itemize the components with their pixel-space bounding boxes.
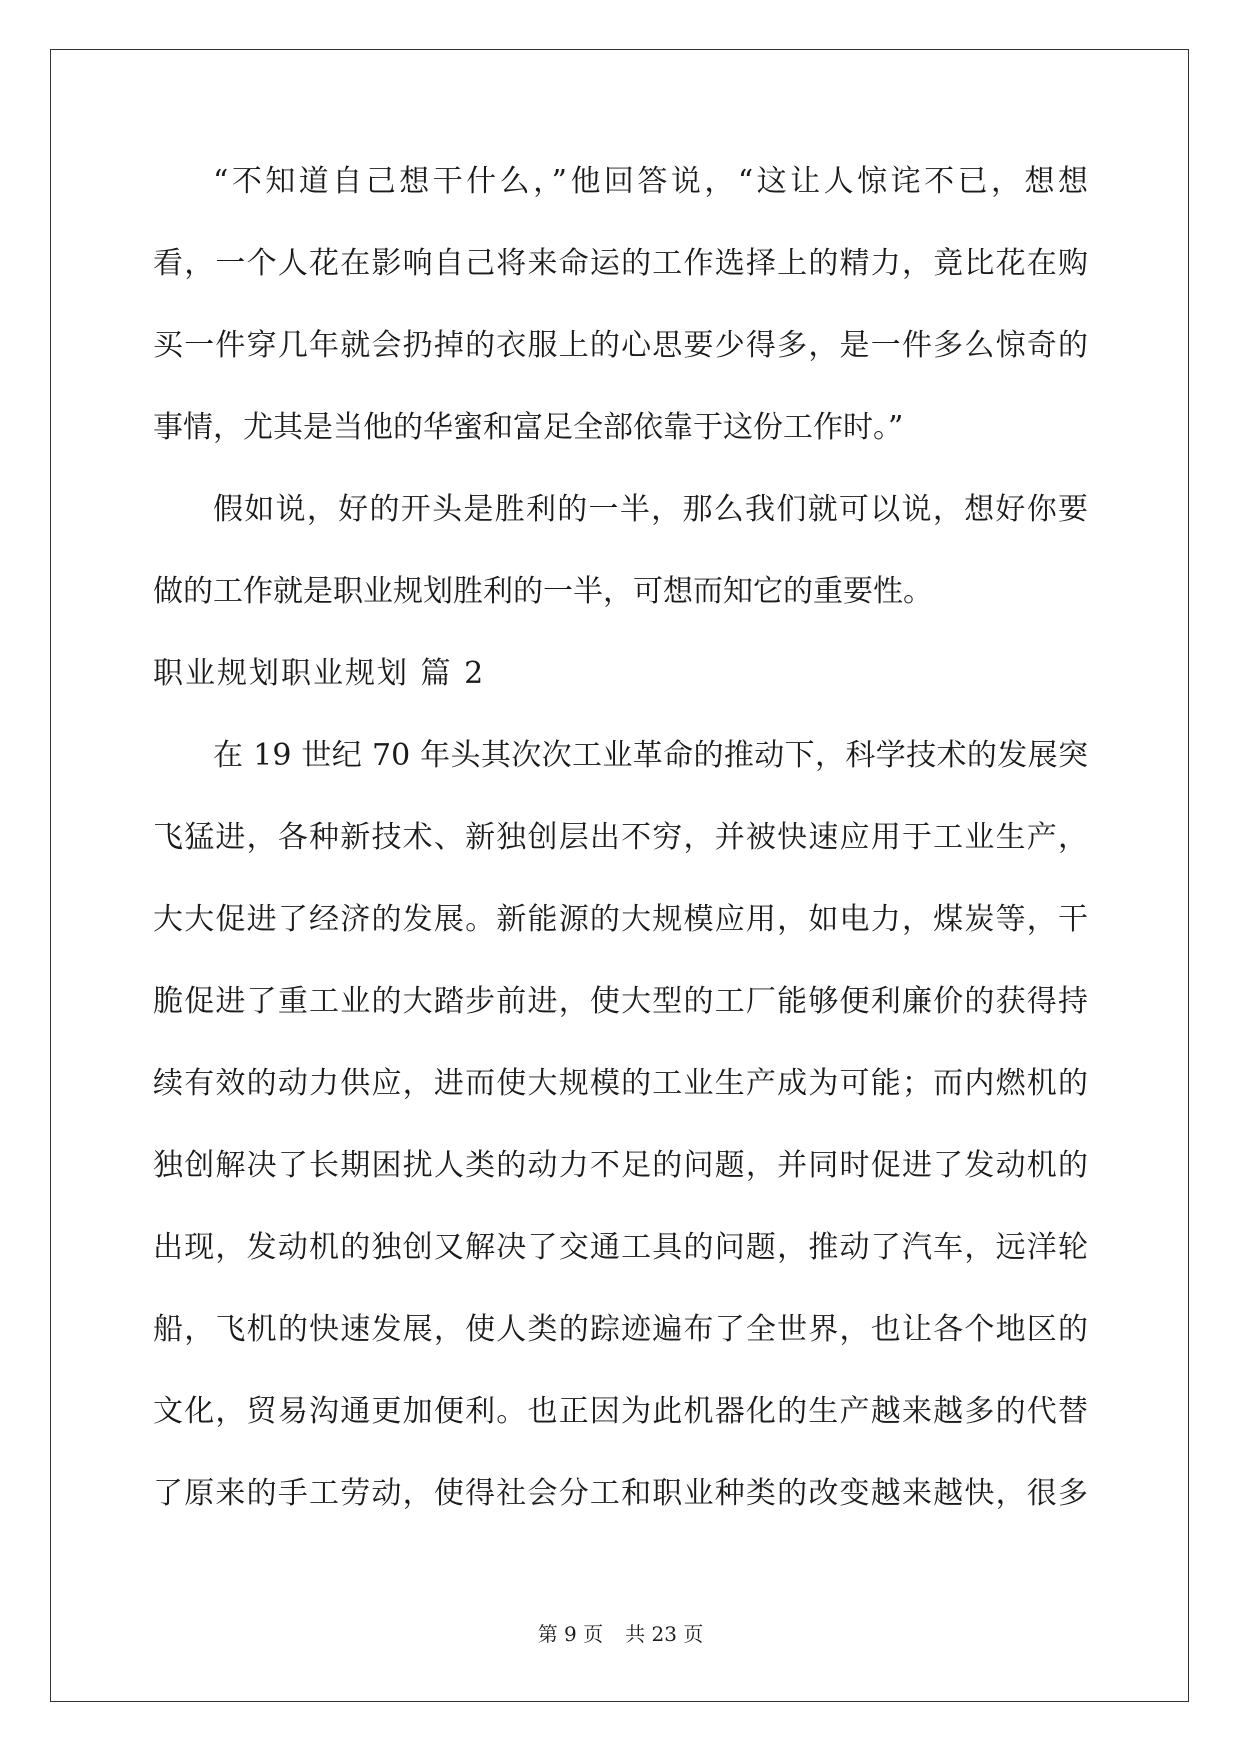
paragraph-line: 买一件穿几年就会扔掉的衣服上的心思要少得多，是一件多么惊奇的 <box>153 328 1088 363</box>
paragraph-line: 出现，发动机的独创又解决了交通工具的问题，推动了汽车，远洋轮 <box>153 1230 1088 1265</box>
paragraph-3 <box>153 734 1088 1554</box>
paragraph-line: 飞猛进，各种新技术、新独创层出不穷，并被快速应用于工业生产， <box>153 820 1088 855</box>
page-footer <box>0 1622 1241 1646</box>
paragraph-2 <box>153 488 1088 652</box>
paragraph-line: 看，一个人花在影响自己将来命运的工作选择上的精力，竟比花在购 <box>153 246 1088 281</box>
paragraph-1 <box>153 160 1088 488</box>
paragraph-line: 了原来的手工劳动，使得社会分工和职业种类的改变越来越快，很多 <box>153 1476 1088 1511</box>
page-number: 第 9 页 <box>537 1622 604 1646</box>
page-total: 共 23 页 <box>625 1622 704 1646</box>
paragraph-line: 假如说，好的开头是胜利的一半，那么我们就可以说，想好你要 <box>213 492 1088 527</box>
paragraph-line: 独创解决了长期困扰人类的动力不足的问题，并同时促进了发动机的 <box>153 1148 1088 1183</box>
paragraph-line: 做的工作就是职业规划胜利的一半，可想而知它的重要性。 <box>153 574 933 609</box>
section-heading: 职业规划职业规划 篇 2 <box>153 656 486 691</box>
paragraph-line: 脆促进了重工业的大踏步前进，使大型的工厂能够便利廉价的获得持 <box>153 984 1088 1019</box>
paragraph-line: “不知道自己想干什么，”他回答说，“这让人惊诧不已，想想 <box>213 164 1088 199</box>
paragraph-line: 事情，尤其是当他的华蜜和富足全部依靠于这份工作时。” <box>153 410 904 445</box>
paragraph-line: 在 19 世纪 70 年头其次次工业革命的推动下，科学技术的发展突 <box>213 738 1088 773</box>
paragraph-line: 大大促进了经济的发展。新能源的大规模应用，如电力，煤炭等，干 <box>153 902 1088 937</box>
paragraph-line: 船，飞机的快速发展，使人类的踪迹遍布了全世界，也让各个地区的 <box>153 1312 1088 1347</box>
paragraph-line: 续有效的动力供应，进而使大规模的工业生产成为可能；而内燃机的 <box>153 1066 1088 1101</box>
document-body <box>153 160 1088 1554</box>
paragraph-line: 文化，贸易沟通更加便利。也正因为此机器化的生产越来越多的代替 <box>153 1394 1088 1429</box>
